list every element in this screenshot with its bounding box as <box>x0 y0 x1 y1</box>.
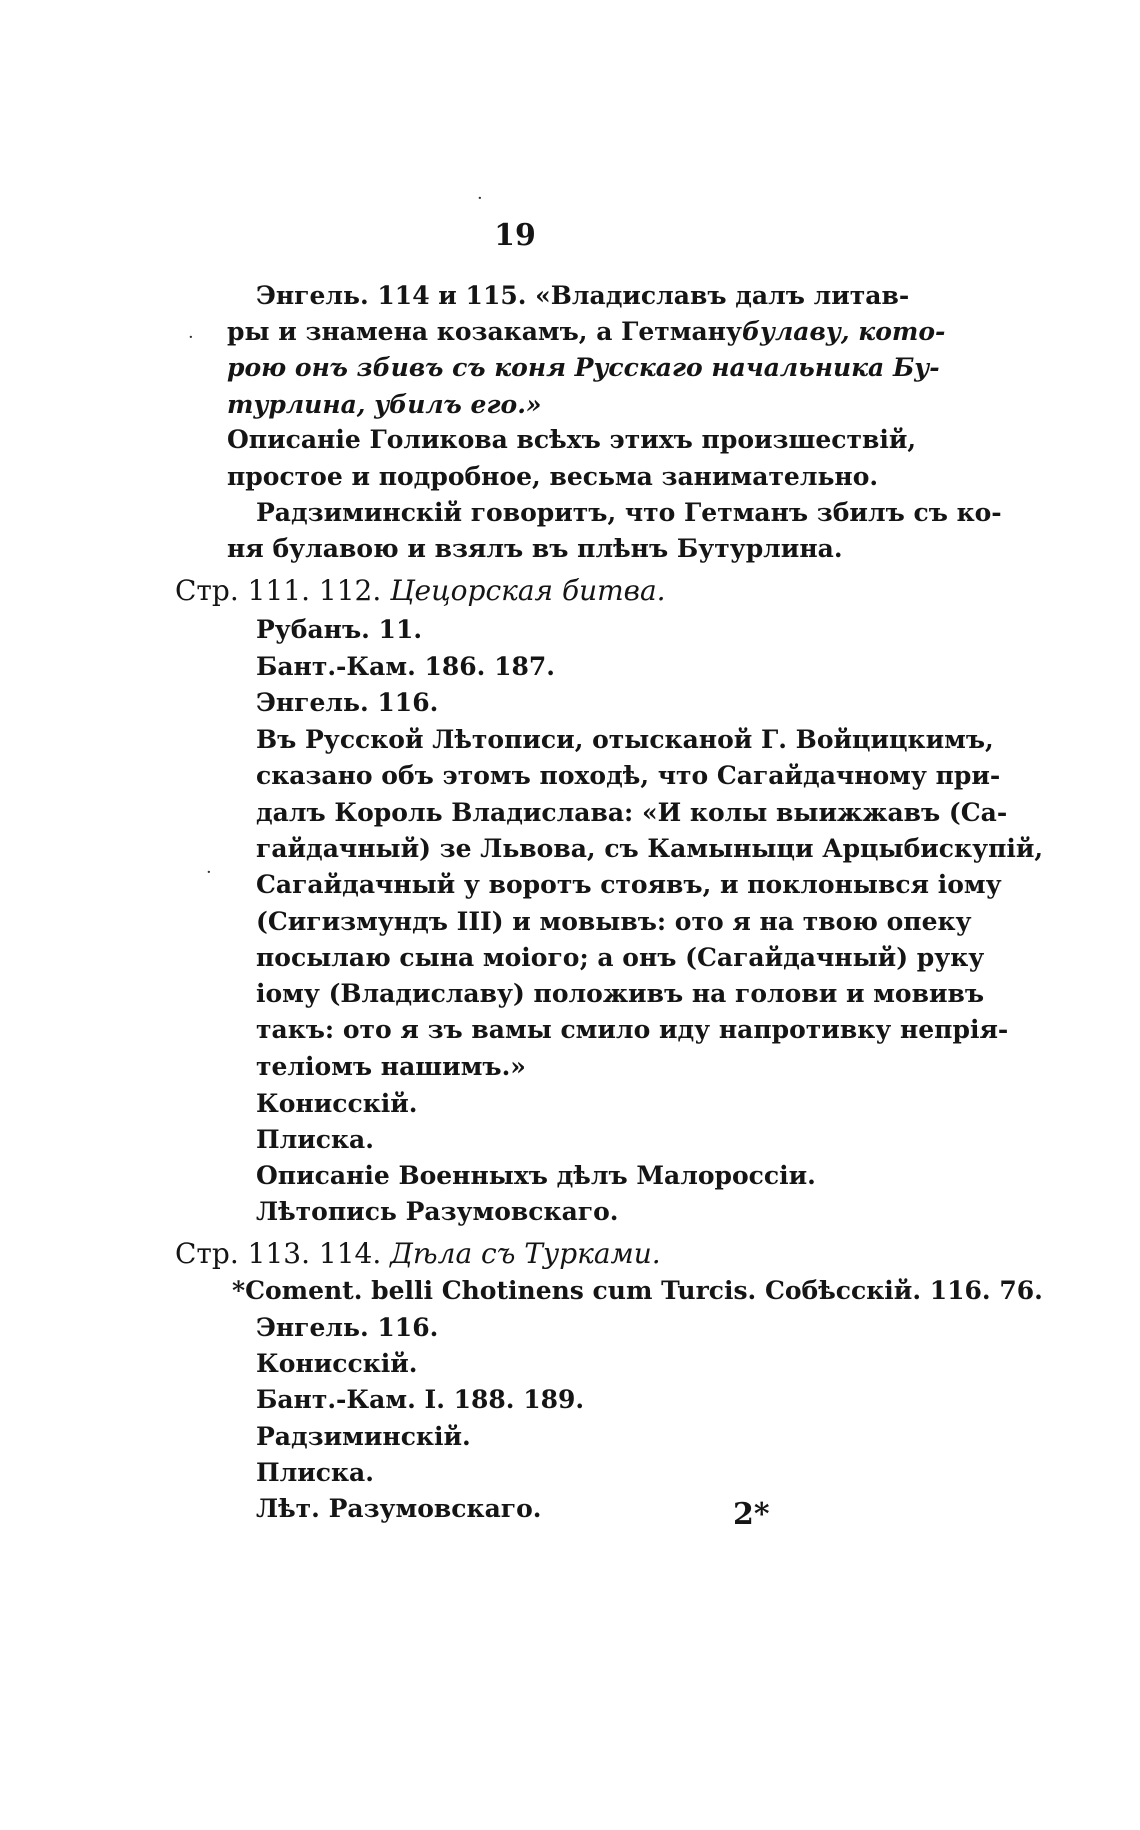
section2-item: Энгель. 116. <box>256 1313 439 1342</box>
source-item: Описаніе Военныхъ дѣлъ Малороссіи. <box>256 1161 816 1190</box>
source-item: Конисскій. <box>256 1089 418 1118</box>
section2-item: Лѣт. Разумовскаго. <box>256 1494 542 1523</box>
para1-line-2 <box>227 315 946 349</box>
quote-line: Сагайдачный у воротъ стоявъ, и поклонывся іому <box>256 870 1002 899</box>
section2-page-ref: Стр. 113. 114. <box>175 1237 382 1270</box>
print-speck: · <box>477 188 483 209</box>
section2-item: Радзиминскій. <box>256 1422 471 1451</box>
para1-line-7: Радзиминскій говоритъ, что Гетманъ збилъ съ ко- <box>256 498 1002 527</box>
quote-line: Въ Русской Лѣтописи, отысканой Г. Войцицкимъ, <box>256 725 994 754</box>
quote-line: посылаю сына моіого; а онъ (Сагайдачный) руку <box>256 943 985 972</box>
section1-title: Цецорская битва. <box>390 574 666 607</box>
quote-line: такъ: ото я зъ вамы смило иду напротивку непрія- <box>256 1015 1009 1044</box>
para1-line-4: турлина, убилъ его.» <box>227 390 542 419</box>
section1-page-ref: Стр. 111. 112. <box>175 574 382 607</box>
section1-heading <box>175 574 666 608</box>
print-speck: · <box>188 327 194 348</box>
source-item: Плиска. <box>256 1125 374 1154</box>
para1-line-5: Описаніе Голикова всѣхъ этихъ произшествій, <box>227 425 917 454</box>
quote-line: сказано объ этомъ походѣ, что Сагайдачному при- <box>256 761 1001 790</box>
page-number: 19 <box>494 218 536 253</box>
para1-line-8: ня булавою и взялъ въ плѣнъ Бутурлина. <box>227 534 843 563</box>
section1-item: Бант.-Кам. 186. 187. <box>256 652 555 681</box>
para1-line-3: рою онъ збивъ съ коня Русскаго начальника Бу- <box>227 353 940 382</box>
quote-line: гайдачный) зе Львова, съ Камыныци Арцыбискупій, <box>256 834 1044 863</box>
quote-line: далъ Король Владислава: «И колы выижжавъ (Са- <box>256 798 1008 827</box>
section2-item: Плиска. <box>256 1458 374 1487</box>
section2-first-item-text: Coment. belli Chotinens cum Turcis. Собѣсскій. 116. 76. <box>245 1276 1043 1305</box>
para1-line-2-text: ры и знамена козакамъ, а Гетману <box>227 317 742 346</box>
para1-line-2-italic: булаву, кото- <box>741 317 946 346</box>
section2-item: Конисскій. <box>256 1349 418 1378</box>
source-item: Лѣтопись Разумовскаго. <box>256 1197 619 1226</box>
para1-line-1: Энгель. 114 и 115. «Владиславъ далъ литав- <box>256 281 910 310</box>
section2-title: Дѣла съ Турками. <box>390 1237 661 1270</box>
print-speck: · <box>206 862 212 883</box>
section2-item: Бант.-Кам. I. 188. 189. <box>256 1385 585 1414</box>
section1-item: Рубанъ. 11. <box>256 615 423 644</box>
footnote-marker: * <box>232 1276 246 1305</box>
quote-line: (Сигизмундъ III) и мовывъ: ото я на твою опеку <box>256 907 972 936</box>
section1-item: Энгель. 116. <box>256 688 439 717</box>
signature-mark: 2* <box>733 1497 770 1532</box>
quote-line: теліомъ нашимъ.» <box>256 1052 526 1081</box>
para1-line-6: простое и подробное, весьма занимательно. <box>227 462 879 491</box>
section2-heading <box>175 1237 661 1271</box>
quote-line: іому (Владиславу) положивъ на голови и мовивъ <box>256 979 985 1008</box>
section2-first-item <box>232 1274 1043 1308</box>
